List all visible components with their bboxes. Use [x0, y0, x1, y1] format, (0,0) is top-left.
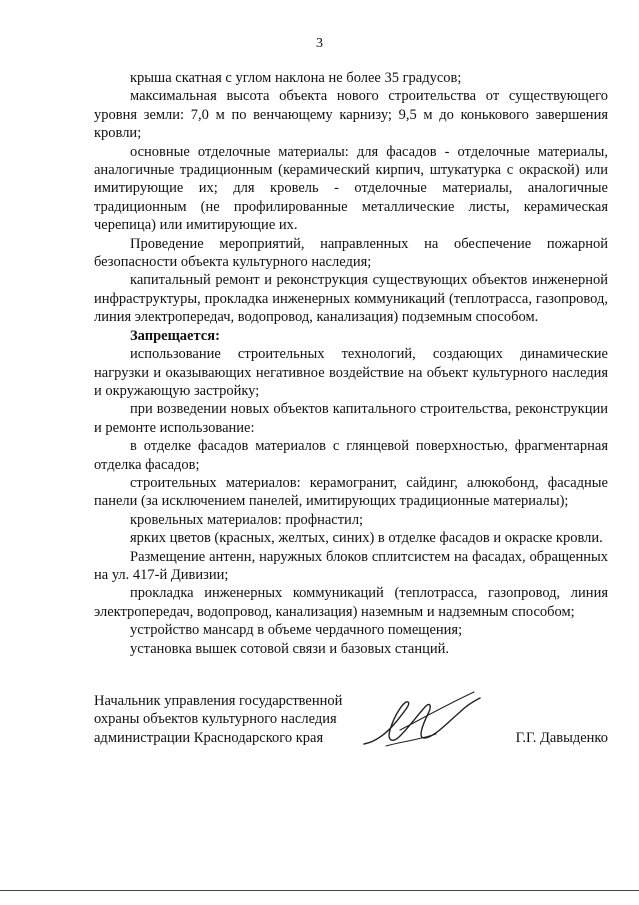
signer-position-line: администрации Краснодарского края	[94, 729, 324, 746]
page-number: 3	[316, 36, 323, 51]
paragraph: Размещение антенн, наружных блоков сплитсистем на фасадах, обращенных на ул. 417-й Дивизии;	[94, 548, 608, 583]
section-heading-prohibited: Запрещается:	[130, 327, 220, 344]
document-body	[94, 69, 608, 658]
paragraph: Проведение мероприятий, направленных на обеспечение пожарной безопасности объекта культурного наследия;	[94, 235, 608, 271]
paragraph: при возведении новых объектов капитального строительства, реконструкции и ремонте использование:	[94, 401, 608, 436]
paragraph: кровельных материалов: профнастил;	[130, 511, 364, 528]
paragraph: крыша скатная с углом наклона не более 35 градусов;	[130, 70, 462, 86]
paragraph: капитальный ремонт и реконструкция существующих объектов инженерной инфраструктуры, прокладка инженерных коммуникаций (теплотрасса, газопровод, линия электропередач, водопровод, канализация) подземным способом.	[94, 272, 608, 326]
paragraph: строительных материалов: керамогранит, сайдинг, алюкобонд, фасадные панели (за исключением панелей, имитирующих традиционные материалы);	[94, 474, 608, 510]
paragraph: прокладка инженерных коммуникаций (теплотрасса, газопровод, линия электропередач, водопровод, канализация) наземным и надземным способом;	[94, 585, 608, 620]
signer-name: Г.Г. Давыденко	[515, 730, 608, 746]
paragraph: устройство мансард в объеме чердачного помещения;	[130, 622, 463, 639]
signature-block	[94, 692, 608, 782]
paragraph: основные отделочные материалы: для фасадов - отделочные материалы, аналогичные традиционным (керамический кирпич, штукатурка с окраской) или имитирующие их; для кровель - отделочные материалы, аналогичные традиционным (не профилированные металлические листы, керамическая черепица) или имитирующие их.	[94, 143, 608, 234]
footer-divider	[0, 890, 639, 891]
signer-position-line: Начальник управления государственной	[94, 693, 343, 709]
signer-position	[94, 692, 342, 747]
paragraph: установка вышек сотовой связи и базовых станций.	[130, 640, 449, 657]
paragraph: использование строительных технологий, создающих динамические нагрузки и оказывающих негативное воздействие на объект культурного наследия и окружающую застройку;	[94, 346, 608, 399]
handwritten-signature-icon	[356, 682, 486, 762]
paragraph: ярких цветов (красных, желтых, синих) в отделке фасадов и окраске кровли.	[130, 530, 603, 547]
paragraph: в отделке фасадов материалов с глянцевой поверхностью, фрагментарная отделка фасадов;	[94, 438, 608, 473]
signer-position-line: охраны объектов культурного наследия	[94, 711, 337, 728]
paragraph: максимальная высота объекта нового строительства от существующего уровня земли: 7,0 м по венчающему карнизу; 9,5 м до конькового завершения кровли;	[94, 88, 608, 142]
